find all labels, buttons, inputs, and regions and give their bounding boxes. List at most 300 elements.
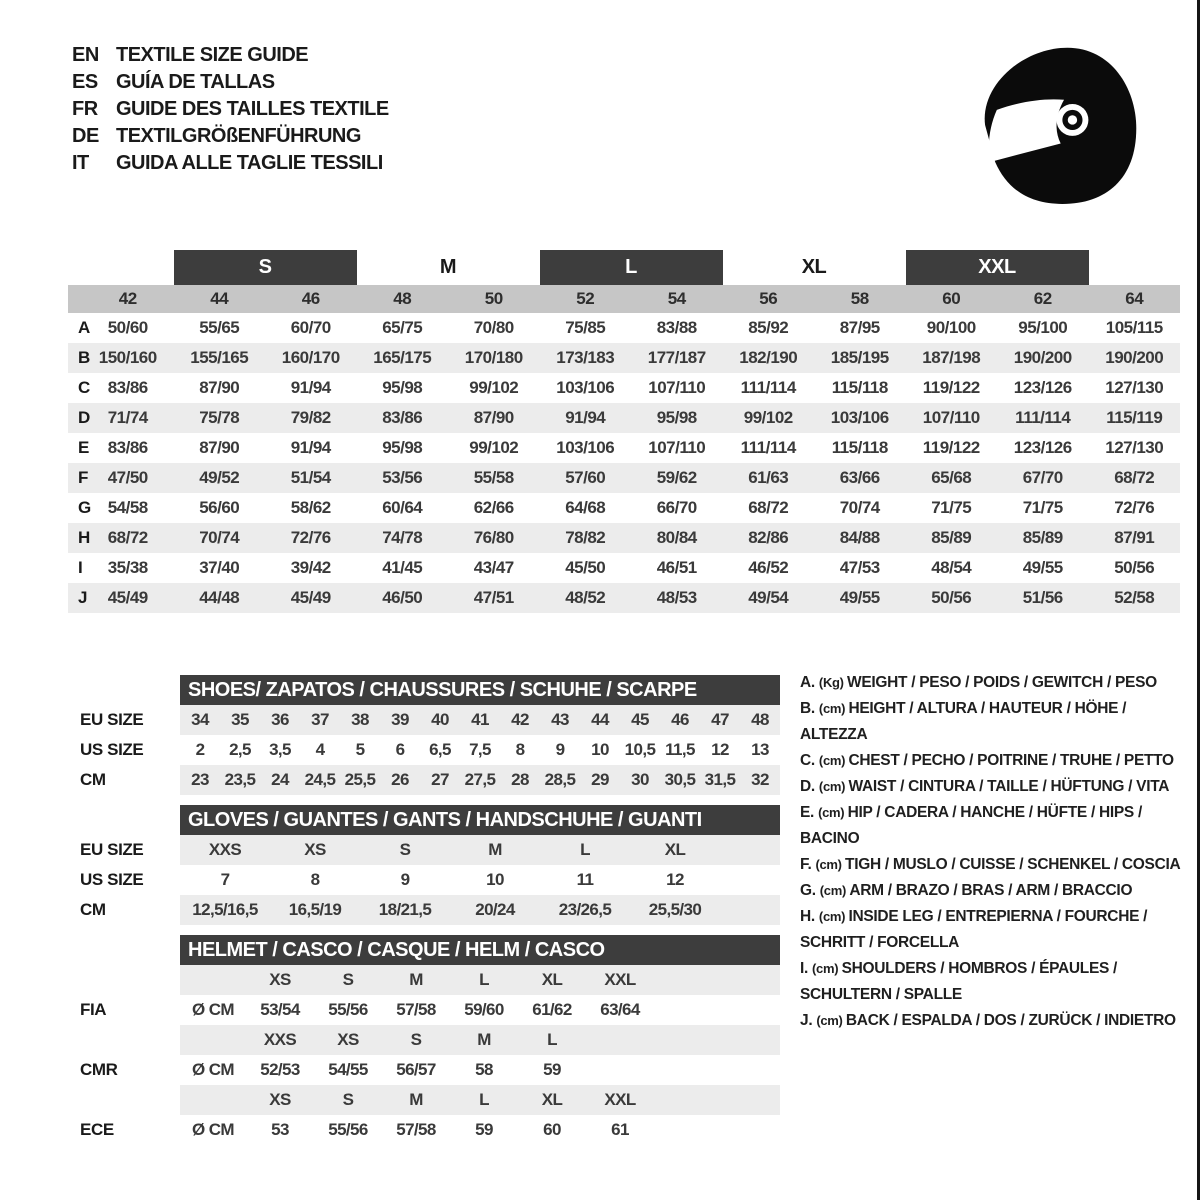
legend-key: D.: [800, 778, 819, 795]
shoes-cell: 2,5: [229, 740, 251, 759]
legend-text: INSIDE LEG / ENTREPIERNA / FOURCHE / SCHRITT / FORCELLA: [800, 908, 1148, 951]
table-cell: 48/54: [931, 558, 972, 577]
legend-text: HEIGHT / ALTURA / HAUTEUR / HÖHE / ALTEZZA: [800, 700, 1127, 743]
gloves-cell: 20/24: [475, 900, 515, 919]
helmet-section-title: HELMET / CASCO / CASQUE / HELM / CASCO: [188, 939, 605, 961]
language-code: EN: [72, 44, 99, 66]
table-cell: 72/76: [1114, 498, 1155, 517]
table-row-f: [68, 463, 1180, 493]
column-header: 64: [1125, 289, 1144, 308]
table-cell: 41/45: [382, 558, 423, 577]
shoes-row-label: EU SIZE: [80, 710, 144, 729]
shoes-cell: 28: [511, 770, 529, 789]
helmet-unit-cell: Ø CM: [192, 1120, 234, 1139]
table-cell: 55/65: [199, 318, 240, 337]
table-cell: 160/170: [281, 348, 340, 367]
gloves-cell: 16,5/19: [288, 900, 342, 919]
table-cell: 55/58: [473, 468, 514, 487]
table-row-j: [68, 583, 1180, 613]
gloves-row-label: EU SIZE: [80, 840, 144, 859]
shoes-row-label: CM: [80, 770, 106, 789]
gloves-row-label: US SIZE: [80, 870, 144, 889]
gloves-cell: 12: [666, 870, 684, 889]
table-cell: 150/160: [98, 348, 157, 367]
row-label: I: [78, 558, 83, 577]
shoes-cell: 10,5: [624, 740, 656, 759]
shoes-cells: [180, 765, 780, 795]
table-row-a: [68, 313, 1180, 343]
gloves-cell: 18/21,5: [378, 900, 432, 919]
helmet-values-row-fia: [68, 995, 782, 1025]
helmet-value-cell: 55/56: [328, 1120, 368, 1139]
gloves-cell: 8: [310, 870, 320, 889]
size-header-l: L: [540, 250, 723, 285]
legend-item-c: [800, 748, 1192, 774]
language-code: DE: [72, 125, 99, 147]
language-row: [72, 42, 389, 69]
column-header: 48: [393, 289, 412, 308]
table-cell: 107/110: [922, 408, 980, 427]
table-cell: 49/52: [199, 468, 240, 487]
shoes-cell: 10: [591, 740, 609, 759]
table-cell: 165/175: [373, 348, 432, 367]
table-cell: 63/66: [839, 468, 880, 487]
textile-size-table-body: [68, 313, 1180, 613]
table-cell: 75/78: [199, 408, 240, 427]
shoes-cell: 29: [591, 770, 609, 789]
table-cell: 87/91: [1114, 528, 1155, 547]
legend-key: A.: [800, 674, 819, 691]
legend-unit: (cm): [812, 961, 842, 976]
table-cell: 83/86: [107, 438, 148, 457]
shoes-cell: 12: [711, 740, 729, 759]
table-cell: 187/198: [922, 348, 981, 367]
table-cell: 49/55: [1022, 558, 1063, 577]
helmet-size-cell: XXS: [263, 1030, 297, 1049]
table-cell: 48/52: [565, 588, 606, 607]
shoes-table: [68, 705, 782, 795]
helmet-size-cell: XS: [269, 970, 291, 989]
language-code: IT: [72, 152, 89, 174]
gloves-cells: [180, 895, 780, 925]
helmet-size-cell: XS: [337, 1030, 359, 1049]
helmet-value-cell: 59/60: [464, 1000, 504, 1019]
column-header: 58: [850, 289, 869, 308]
legend-unit: (cm): [818, 701, 849, 716]
shoes-row: [68, 735, 782, 765]
gloves-row-label: CM: [80, 900, 106, 919]
table-cell: 60/64: [382, 498, 423, 517]
helmet-size-cell: L: [479, 970, 489, 989]
table-cell: 47/50: [107, 468, 148, 487]
language-row: [72, 96, 389, 123]
shoes-cell: 6,5: [429, 740, 451, 759]
shoes-cell: 36: [271, 710, 289, 729]
table-cell: 76/80: [473, 528, 514, 547]
shoes-cell: 3,5: [269, 740, 291, 759]
table-cell: 79/82: [290, 408, 331, 427]
table-cell: 123/126: [1013, 378, 1072, 397]
shoes-cell: 39: [391, 710, 409, 729]
legend-item-f: [800, 852, 1192, 878]
shoes-cell: 24,5: [304, 770, 336, 789]
table-cell: 59/62: [656, 468, 697, 487]
table-cell: 46/52: [748, 558, 789, 577]
legend-item-i: [800, 956, 1192, 1008]
helmet-unit-cell: Ø CM: [192, 1000, 234, 1019]
textile-size-table: [68, 250, 1180, 613]
helmet-value-cell: 58: [475, 1060, 493, 1079]
table-cell: 46/50: [382, 588, 423, 607]
table-cell: 173/183: [556, 348, 615, 367]
table-cell: 71/74: [107, 408, 148, 427]
table-cell: 115/118: [831, 438, 888, 457]
legend-key: I.: [800, 960, 813, 977]
table-cell: 49/55: [839, 588, 880, 607]
table-row-g: [68, 493, 1180, 523]
legend-item-j: [800, 1008, 1192, 1034]
table-cell: 90/100: [926, 318, 976, 337]
table-cell: 57/60: [565, 468, 606, 487]
helmet-value-cell: 59: [475, 1120, 493, 1139]
gloves-cell: 11: [576, 870, 594, 889]
table-row-h: [68, 523, 1180, 553]
table-row-e: [68, 433, 1180, 463]
table-cell: 103/106: [830, 408, 889, 427]
table-cell: 83/86: [107, 378, 148, 397]
gloves-table: [68, 835, 782, 925]
table-cell: 47/51: [473, 588, 514, 607]
table-cell: 99/102: [469, 378, 519, 397]
legend-unit: (cm): [818, 805, 848, 820]
legend-key: F.: [800, 856, 816, 873]
language-title: TEXTILGRÖßENFÜHRUNG: [116, 125, 361, 147]
column-header: 62: [1033, 289, 1052, 308]
table-cell: 71/75: [931, 498, 972, 517]
table-cell: 85/92: [748, 318, 789, 337]
table-cell: 66/70: [656, 498, 697, 517]
row-label: A: [78, 318, 91, 337]
shoes-cell: 27: [431, 770, 449, 789]
helmet-size-cell: L: [479, 1090, 489, 1109]
table-cell: 103/106: [556, 438, 615, 457]
row-label: D: [78, 408, 91, 427]
table-cell: 177/187: [647, 348, 706, 367]
helmet-standard-label: ECE: [80, 1120, 114, 1139]
legend-text: TIGH / MUSLO / CUISSE / SCHENKEL / COSCIA: [845, 856, 1181, 873]
helmet-values-row-ece: [68, 1115, 782, 1145]
gloves-row: [68, 865, 782, 895]
column-header: 42: [118, 289, 137, 308]
helmet-value-cell: 57/58: [396, 1120, 436, 1139]
shoes-cell: 7,5: [469, 740, 491, 759]
language-row: [72, 69, 389, 96]
table-cell: 190/200: [1013, 348, 1072, 367]
shoes-cell: 48: [751, 710, 769, 729]
row-label: F: [78, 468, 89, 487]
helmet-standard-label: FIA: [80, 1000, 107, 1019]
shoes-cell: 42: [511, 710, 529, 729]
shoes-cell: 46: [671, 710, 689, 729]
legend-key: G.: [800, 882, 820, 899]
column-header: 52: [576, 289, 595, 308]
table-cell: 85/89: [1022, 528, 1063, 547]
table-cell: 82/86: [748, 528, 789, 547]
table-cell: 85/89: [931, 528, 972, 547]
gloves-cell: XL: [664, 840, 686, 859]
helmet-value-cell: 53/54: [260, 1000, 300, 1019]
helmet-sizes-row-ece: [68, 1085, 782, 1115]
shoes-cell: 40: [431, 710, 449, 729]
shoes-cell: 30,5: [664, 770, 696, 789]
shoes-cell: 31,5: [704, 770, 736, 789]
shoes-cell: 37: [311, 710, 329, 729]
helmet-size-cell: L: [547, 1030, 557, 1049]
size-header-m: M: [439, 256, 457, 278]
language-row: [72, 150, 389, 177]
helmet-sizes-row-fia: [68, 965, 782, 995]
shoes-cell: 6: [395, 740, 405, 759]
shoes-cell: 32: [751, 770, 769, 789]
shoes-cell: 44: [591, 710, 609, 729]
shoes-cell: 26: [391, 770, 409, 789]
table-cell: 127/130: [1105, 378, 1164, 397]
table-cell: 127/130: [1105, 438, 1164, 457]
table-cell: 58/62: [290, 498, 331, 517]
table-cell: 70/74: [199, 528, 240, 547]
legend-unit: (cm): [818, 779, 849, 794]
shoes-cell: 43: [551, 710, 569, 729]
legend-unit: (Kg): [818, 675, 848, 690]
legend-item-a: [800, 670, 1192, 696]
table-cell: 45/50: [565, 558, 606, 577]
helmet-size-cell: XL: [541, 1090, 563, 1109]
table-cell: 37/40: [199, 558, 240, 577]
table-cell: 54/58: [107, 498, 148, 517]
table-cell: 67/70: [1022, 468, 1063, 487]
table-cell: 91/94: [290, 438, 331, 457]
gloves-section-title: GLOVES / GUANTES / GANTS / HANDSCHUHE / GUANTI: [188, 809, 702, 831]
table-cell: 190/200: [1105, 348, 1164, 367]
table-cell: 84/88: [839, 528, 880, 547]
helmet-value-cell: 56/57: [396, 1060, 436, 1079]
legend-unit: (cm): [818, 909, 849, 924]
shoes-row-label: US SIZE: [80, 740, 144, 759]
legend-text: WEIGHT / PESO / POIDS / GEWITCH / PESO: [847, 674, 1157, 691]
table-cell: 70/80: [473, 318, 514, 337]
language-code: ES: [72, 71, 98, 93]
table-cell: 70/74: [839, 498, 880, 517]
legend-key: E.: [800, 804, 819, 821]
legend-unit: (cm): [818, 753, 849, 768]
gloves-cell: 9: [400, 870, 410, 889]
shoes-cell: 24: [271, 770, 289, 789]
column-header: 56: [759, 289, 778, 308]
shoes-section-title: SHOES/ ZAPATOS / CHAUSSURES / SCHUHE / SCARPE: [188, 679, 697, 701]
language-code: FR: [72, 98, 98, 120]
table-cell: 115/118: [831, 378, 888, 397]
table-cell: 123/126: [1013, 438, 1072, 457]
legend-item-d: [800, 774, 1192, 800]
table-cell: 111/114: [740, 438, 796, 457]
table-cell: 105/115: [1105, 318, 1163, 337]
gloves-cell: XXS: [208, 840, 242, 859]
helmet-size-cell: XS: [269, 1090, 291, 1109]
legend-text: CHEST / PECHO / POITRINE / TRUHE / PETTO: [848, 752, 1174, 769]
legend-text: BACK / ESPALDA / DOS / ZURÜCK / INDIETRO: [845, 1012, 1176, 1029]
table-cell: 83/88: [656, 318, 697, 337]
size-header-xxl: XXL: [906, 250, 1089, 285]
table-cell: 155/165: [190, 348, 249, 367]
column-header: 54: [667, 289, 686, 308]
row-label: E: [78, 438, 90, 457]
table-cell: 95/98: [382, 438, 423, 457]
column-header: 46: [301, 289, 320, 308]
helmet-sizes-cells: [180, 965, 780, 995]
table-cell: 68/72: [1114, 468, 1155, 487]
helmet-value-cell: 57/58: [396, 1000, 436, 1019]
table-cell: 119/122: [922, 378, 980, 397]
helmet-size-cell: M: [409, 1090, 423, 1109]
helmet-value-cell: 61/62: [532, 1000, 572, 1019]
table-cell: 111/114: [1015, 408, 1071, 427]
gloves-cell: 12,5/16,5: [192, 900, 258, 919]
shoes-cell: 8: [515, 740, 525, 759]
legend-text: SHOULDERS / HOMBROS / ÉPAULES / SCHULTERN / SPALLE: [800, 960, 1118, 1003]
table-cell: 99/102: [469, 438, 519, 457]
table-cell: 52/58: [1114, 588, 1155, 607]
helmet-value-cell: 55/56: [328, 1000, 368, 1019]
row-label: H: [78, 528, 91, 547]
table-cell: 50/60: [107, 318, 148, 337]
language-title: GUÍA DE TALLAS: [116, 71, 275, 93]
helmet-size-cell: S: [342, 970, 354, 989]
gloves-cell: S: [399, 840, 411, 859]
shoes-cell: 23,5: [224, 770, 256, 789]
legend-key: H.: [800, 908, 819, 925]
shoes-cell: 34: [191, 710, 209, 729]
table-cell: 71/75: [1022, 498, 1063, 517]
language-title: GUIDA ALLE TAGLIE TESSILI: [116, 152, 383, 174]
table-cell: 51/56: [1022, 588, 1063, 607]
helmet-row-label-spacer: [68, 1085, 180, 1115]
shoes-cell: 23: [191, 770, 209, 789]
helmet-value-cells: [180, 995, 780, 1025]
table-cell: 65/68: [931, 468, 972, 487]
shoes-cell: 11,5: [665, 740, 695, 759]
size-header-xl: XL: [801, 256, 827, 278]
helmet-value-cell: 60: [543, 1120, 561, 1139]
table-cell: 91/94: [565, 408, 606, 427]
helmet-row-label-spacer: [68, 965, 180, 995]
helmet-value-cell: 52/53: [260, 1060, 300, 1079]
table-cell: 50/56: [931, 588, 972, 607]
helmet-values-row-cmr: [68, 1055, 782, 1085]
gloves-cells: [180, 835, 780, 865]
helmet-row-label-spacer: [68, 1025, 180, 1055]
gloves-row: [68, 895, 782, 925]
column-header: 44: [210, 289, 229, 308]
table-row-c: [68, 373, 1180, 403]
table-cell: 60/70: [290, 318, 331, 337]
table-cell: 44/48: [199, 588, 240, 607]
language-title-list: [72, 42, 389, 177]
table-cell: 80/84: [656, 528, 697, 547]
table-cell: 83/86: [382, 408, 423, 427]
shoes-cell: 25,5: [344, 770, 376, 789]
gloves-section-header: [180, 805, 780, 835]
table-cell: 49/54: [748, 588, 789, 607]
helmet-size-cell: S: [410, 1030, 422, 1049]
row-label: B: [78, 348, 91, 367]
table-cell: 185/195: [830, 348, 889, 367]
legend-key: J.: [800, 1012, 817, 1029]
table-cell: 111/114: [740, 378, 796, 397]
shoes-cells: [180, 735, 780, 765]
table-cell: 48/53: [656, 588, 697, 607]
helmet-size-cell: M: [409, 970, 423, 989]
table-cell: 50/56: [1114, 558, 1155, 577]
shoes-cell: 13: [751, 740, 769, 759]
table-cell: 170/180: [464, 348, 523, 367]
helmet-sizes-row-cmr: [68, 1025, 782, 1055]
table-row-i: [68, 553, 1180, 583]
accessories-size-tables: [68, 675, 782, 1145]
gloves-cell: 7: [220, 870, 230, 889]
shoes-cell: 30: [631, 770, 649, 789]
helmet-sizes-cells: [180, 1085, 780, 1115]
table-cell: 45/49: [107, 588, 148, 607]
table-cell: 68/72: [748, 498, 789, 517]
legend-key: B.: [800, 700, 819, 717]
legend-text: ARM / BRAZO / BRAS / ARM / BRACCIO: [849, 882, 1133, 899]
helmet-section-header: [180, 935, 780, 965]
shoes-row: [68, 705, 782, 735]
shoes-cell: 9: [555, 740, 565, 759]
helmet-value-cells: [180, 1055, 780, 1085]
helmet-size-cell: M: [477, 1030, 491, 1049]
helmet-table: [68, 965, 782, 1145]
table-cell: 107/110: [648, 378, 706, 397]
table-cell: 91/94: [290, 378, 331, 397]
helmet-standard-label: CMR: [80, 1060, 118, 1079]
helmet-value-cell: 59: [543, 1060, 561, 1079]
legend-item-g: [800, 878, 1192, 904]
table-cell: 47/53: [839, 558, 880, 577]
helmet-value-cells: [180, 1115, 780, 1145]
measurement-legend: [800, 670, 1192, 1034]
helmet-size-cell: XXL: [604, 970, 636, 989]
language-row: [72, 123, 389, 150]
legend-text: WAIST / CINTURA / TAILLE / HÜFTUNG / VITA: [848, 778, 1170, 795]
legend-item-e: [800, 800, 1192, 852]
shoes-cell: 47: [711, 710, 729, 729]
gloves-cell: 10: [486, 870, 504, 889]
numeric-size-bar: [68, 285, 1180, 313]
table-cell: 75/85: [565, 318, 606, 337]
table-cell: 39/42: [290, 558, 331, 577]
size-header-row: [68, 250, 1180, 285]
language-title: TEXTILE SIZE GUIDE: [116, 44, 309, 66]
helmet-size-cell: S: [342, 1090, 354, 1109]
gloves-cell: 25,5/30: [648, 900, 702, 919]
shoes-cells: [180, 705, 780, 735]
shoes-section-header: [180, 675, 780, 705]
legend-unit: (cm): [816, 1013, 846, 1028]
legend-item-b: [800, 696, 1192, 748]
table-cell: 68/72: [107, 528, 148, 547]
row-label: G: [78, 498, 92, 517]
